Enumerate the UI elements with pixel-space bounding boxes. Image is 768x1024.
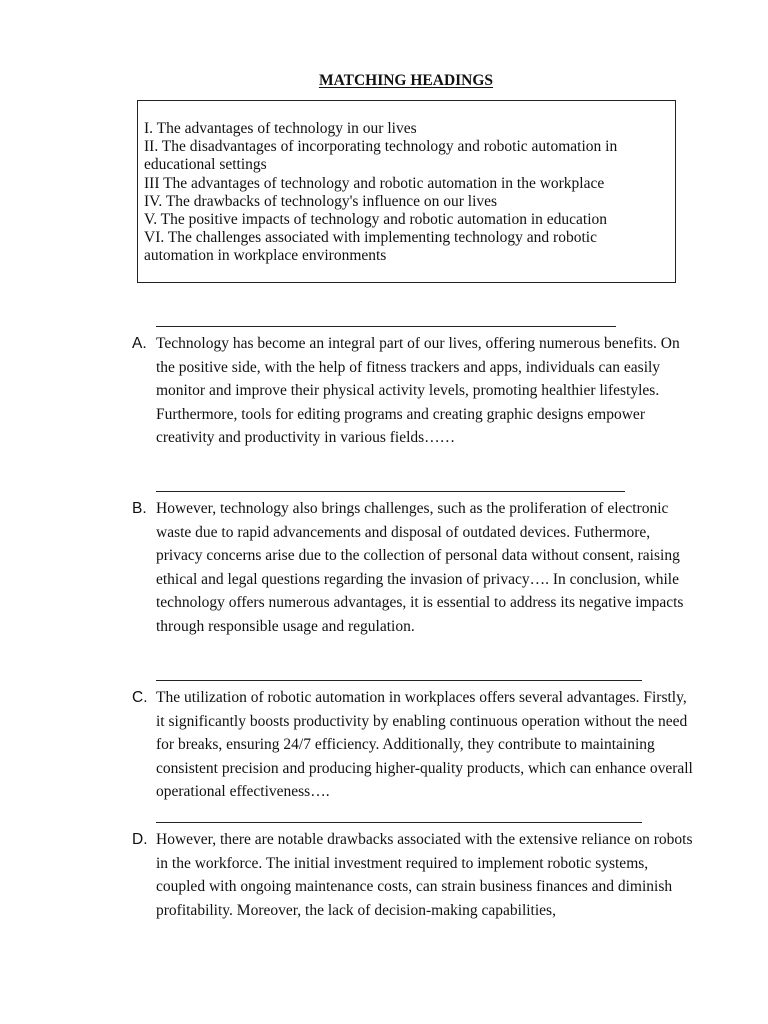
heading-option: V. The positive impacts of technology and robotic automation in education (144, 211, 608, 229)
paragraph-text: The utilization of robotic automation in workplaces offers several advantages. Firstly, it significantly boosts productivity by enabling continuous operation without the need for breaks, ensuring 24/7 efficiency. Additionally, they contribute to maintaining consistent precision and producing higher-quality products, which can enhance overall operational effectiveness…. (156, 689, 693, 801)
headings-list-box (137, 100, 676, 283)
paragraph-text: Technology has become an integral part of our lives, offering numerous benefits. On the positive side, with the help of fitness trackers and apps, individuals can easily monitor and improve their physical activity levels, promoting healthier lifestyles. Furthermore, tools for editing programs and creating graphic designs empower creativity and productivity in various fields…… (156, 335, 680, 447)
heading-option: VI. The challenges associated with implementing technology and robotic automation in workplace environments (144, 229, 597, 265)
paragraph-letter: B. (132, 500, 147, 517)
paragraph-c (132, 686, 696, 804)
paragraph-letter: D. (132, 831, 148, 848)
heading-option: III The advantages of technology and robotic automation in the workplace (144, 174, 605, 192)
answer-line-c (156, 680, 642, 681)
paragraph-letter: C. (132, 689, 148, 706)
paragraph-d (132, 828, 696, 922)
paragraph-text: However, technology also brings challenges, such as the proliferation of electronic waste due to rapid advancements and disposal of outdated devices. Futhermore, privacy concerns arise due to the collection of personal data without consent, raising ethical and legal questions regarding the invasion of privacy…. In conclusion, while technology offers numerous advantages, it is essential to address its negative impacts through responsible usage and regulation. (156, 500, 684, 635)
answer-line-a (156, 326, 616, 327)
heading-option: II. The disadvantages of incorporating technology and robotic automation in educational settings (144, 138, 618, 174)
paragraph-a (132, 332, 696, 450)
answer-line-b (156, 491, 625, 492)
heading-option: IV. The drawbacks of technology's influence on our lives (144, 192, 498, 210)
heading-option: I. The advantages of technology in our lives (144, 120, 417, 137)
answer-line-d (156, 822, 642, 823)
paragraph-text: However, there are notable drawbacks associated with the extensive reliance on robots in the workforce. The initial investment required to implement robotic systems, coupled with ongoing maintenance costs, can strain business finances and diminish profitability. Moreover, the lack of decision-making capabilities, (156, 831, 693, 919)
paragraph-b (132, 497, 696, 639)
paragraph-letter: A. (132, 335, 147, 352)
page-title: MATCHING HEADINGS (318, 72, 494, 89)
